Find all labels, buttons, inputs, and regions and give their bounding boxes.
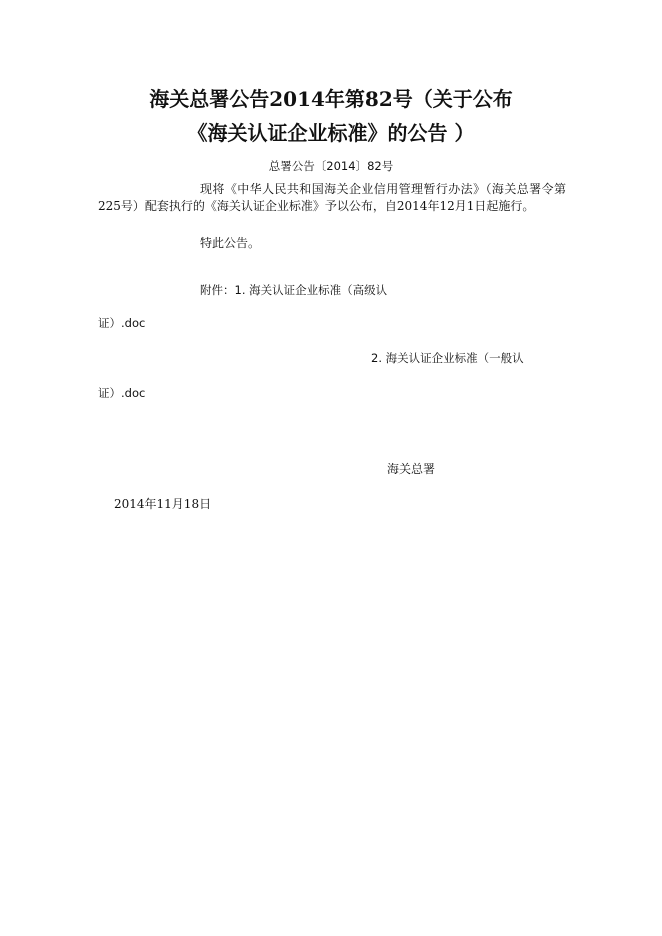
attachment-1-line-1: 附件：1. 海关认证企业标准（高级认 — [200, 283, 388, 297]
attachment-1-line-2: 证）.doc — [98, 316, 146, 330]
document-title-line-1: 海关总署公告2014年第82号（关于公布 — [149, 87, 513, 111]
signer: 海关总署 — [387, 462, 436, 476]
document-title-line-2: 《海关认证企业标准》的公告 ） — [187, 121, 475, 145]
body-paragraph: 现将《中华人民共和国海关企业信用管理暂行办法》（海关总署令第225号）配套执行的《海关认证企业标准》予以公布，自2014年12月1日起施行。 — [98, 182, 566, 213]
attachment-2-line-1: 2. 海关认证企业标准（一般认 — [371, 351, 524, 365]
attachment-2-line-2: 证）.doc — [98, 386, 146, 400]
document-number: 总署公告〔2014〕82号 — [268, 159, 394, 173]
issue-date: 2014年11月18日 — [114, 497, 212, 511]
special-notice: 特此公告。 — [200, 236, 261, 250]
